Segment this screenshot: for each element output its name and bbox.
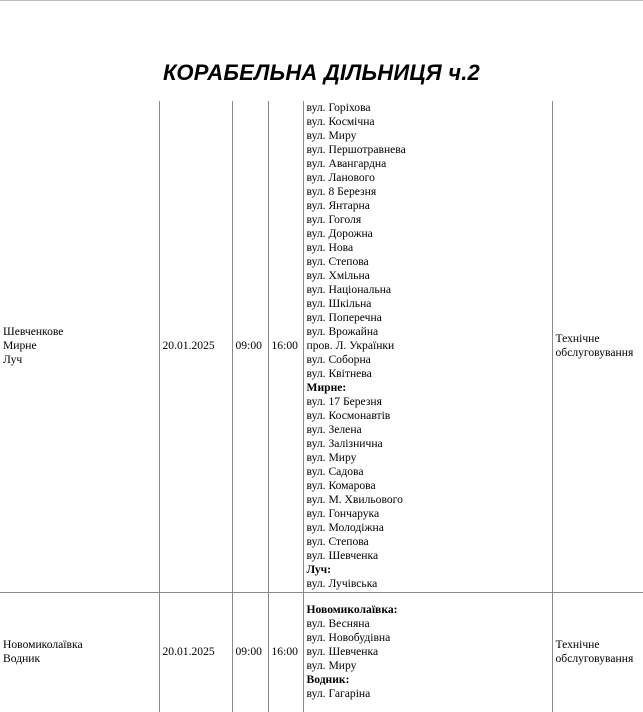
end-time-cell: 16:00 xyxy=(268,592,303,712)
table-row xyxy=(0,101,643,592)
street-name: вул. Шевченка xyxy=(306,549,379,563)
street-name: вул. Космічна xyxy=(306,115,375,129)
street-name: вул. Дорожна xyxy=(306,227,373,241)
street-name: вул. Соборна xyxy=(306,353,371,367)
street-name: вул. Залізнична xyxy=(306,437,383,451)
settlement-heading: Луч: xyxy=(306,563,332,577)
street-name: вул. Садова xyxy=(306,465,364,479)
date-cell: 20.01.2025 xyxy=(159,101,232,592)
start-time-cell: 09:00 xyxy=(232,101,268,592)
location-name: Луч xyxy=(3,353,23,367)
locations-cell xyxy=(0,101,159,592)
street-name: вул. Весняна xyxy=(306,617,370,631)
work-type-cell xyxy=(552,592,643,712)
settlement-heading: Мирне: xyxy=(306,381,347,395)
street-name: вул. Молодіжна xyxy=(306,521,384,535)
street-name: вул. Гагаріна xyxy=(306,687,371,701)
work-type-line: Технічне xyxy=(555,332,600,346)
street-name: вул. Космонавтів xyxy=(306,409,391,423)
street-name: вул. Квітнева xyxy=(306,367,372,381)
street-name: вул. Національна xyxy=(306,283,392,297)
street-name: вул. Горіхова xyxy=(306,101,371,115)
table-row xyxy=(0,592,643,712)
location-name: Мирне xyxy=(3,339,37,353)
streets-cell xyxy=(303,101,552,592)
work-type-line: обслуговування xyxy=(555,652,634,666)
location-name: Новомиколаївка xyxy=(3,638,83,652)
work-type-cell xyxy=(552,101,643,592)
top-divider xyxy=(0,0,643,1)
settlement-heading: Новомиколаївка: xyxy=(306,603,398,617)
location-name: Шевченкове xyxy=(3,325,64,339)
street-name: вул. Миру xyxy=(306,659,357,673)
street-name: пров. Л. Українки xyxy=(306,339,395,353)
street-name: вул. Степова xyxy=(306,535,369,549)
street-name: вул. Врожайна xyxy=(306,325,379,339)
street-name: вул. Хмільна xyxy=(306,269,370,283)
street-name: вул. Поперечна xyxy=(306,311,382,325)
street-name: вул. Миру xyxy=(306,129,357,143)
street-name: вул. Шевченка xyxy=(306,645,379,659)
street-name: вул. Миру xyxy=(306,451,357,465)
date-cell: 20.01.2025 xyxy=(159,592,232,712)
start-time-cell: 09:00 xyxy=(232,592,268,712)
street-name: вул. М. Хвильового xyxy=(306,493,403,507)
location-name: Водник xyxy=(3,652,41,666)
street-name: вул. Гончарука xyxy=(306,507,380,521)
streets-cell xyxy=(303,592,552,712)
street-name: вул. Лучівська xyxy=(306,577,378,591)
street-name: вул. Янтарна xyxy=(306,199,370,213)
street-name: вул. Комарова xyxy=(306,479,376,493)
street-name: вул. 17 Березня xyxy=(306,395,382,409)
street-name: вул. 8 Березня xyxy=(306,185,377,199)
outage-schedule-table xyxy=(0,101,643,712)
page-title: КОРАБЕЛЬНА ДІЛЬНИЦЯ ч.2 xyxy=(163,60,480,85)
street-name: вул. Шкільна xyxy=(306,297,372,311)
street-name: вул. Гоголя xyxy=(306,213,362,227)
street-name: вул. Зелена xyxy=(306,423,362,437)
work-type-line: Технічне xyxy=(555,638,600,652)
end-time-cell: 16:00 xyxy=(268,101,303,592)
street-name: вул. Новобудівна xyxy=(306,631,391,645)
settlement-heading: Водник: xyxy=(306,673,350,687)
street-name: вул. Авангардна xyxy=(306,157,387,171)
locations-cell xyxy=(0,592,159,712)
work-type-line: обслуговування xyxy=(555,346,634,360)
street-name: вул. Степова xyxy=(306,255,369,269)
street-name: вул. Нова xyxy=(306,241,354,255)
street-name: вул. Першотравнева xyxy=(306,143,406,157)
street-name: вул. Ланового xyxy=(306,171,375,185)
